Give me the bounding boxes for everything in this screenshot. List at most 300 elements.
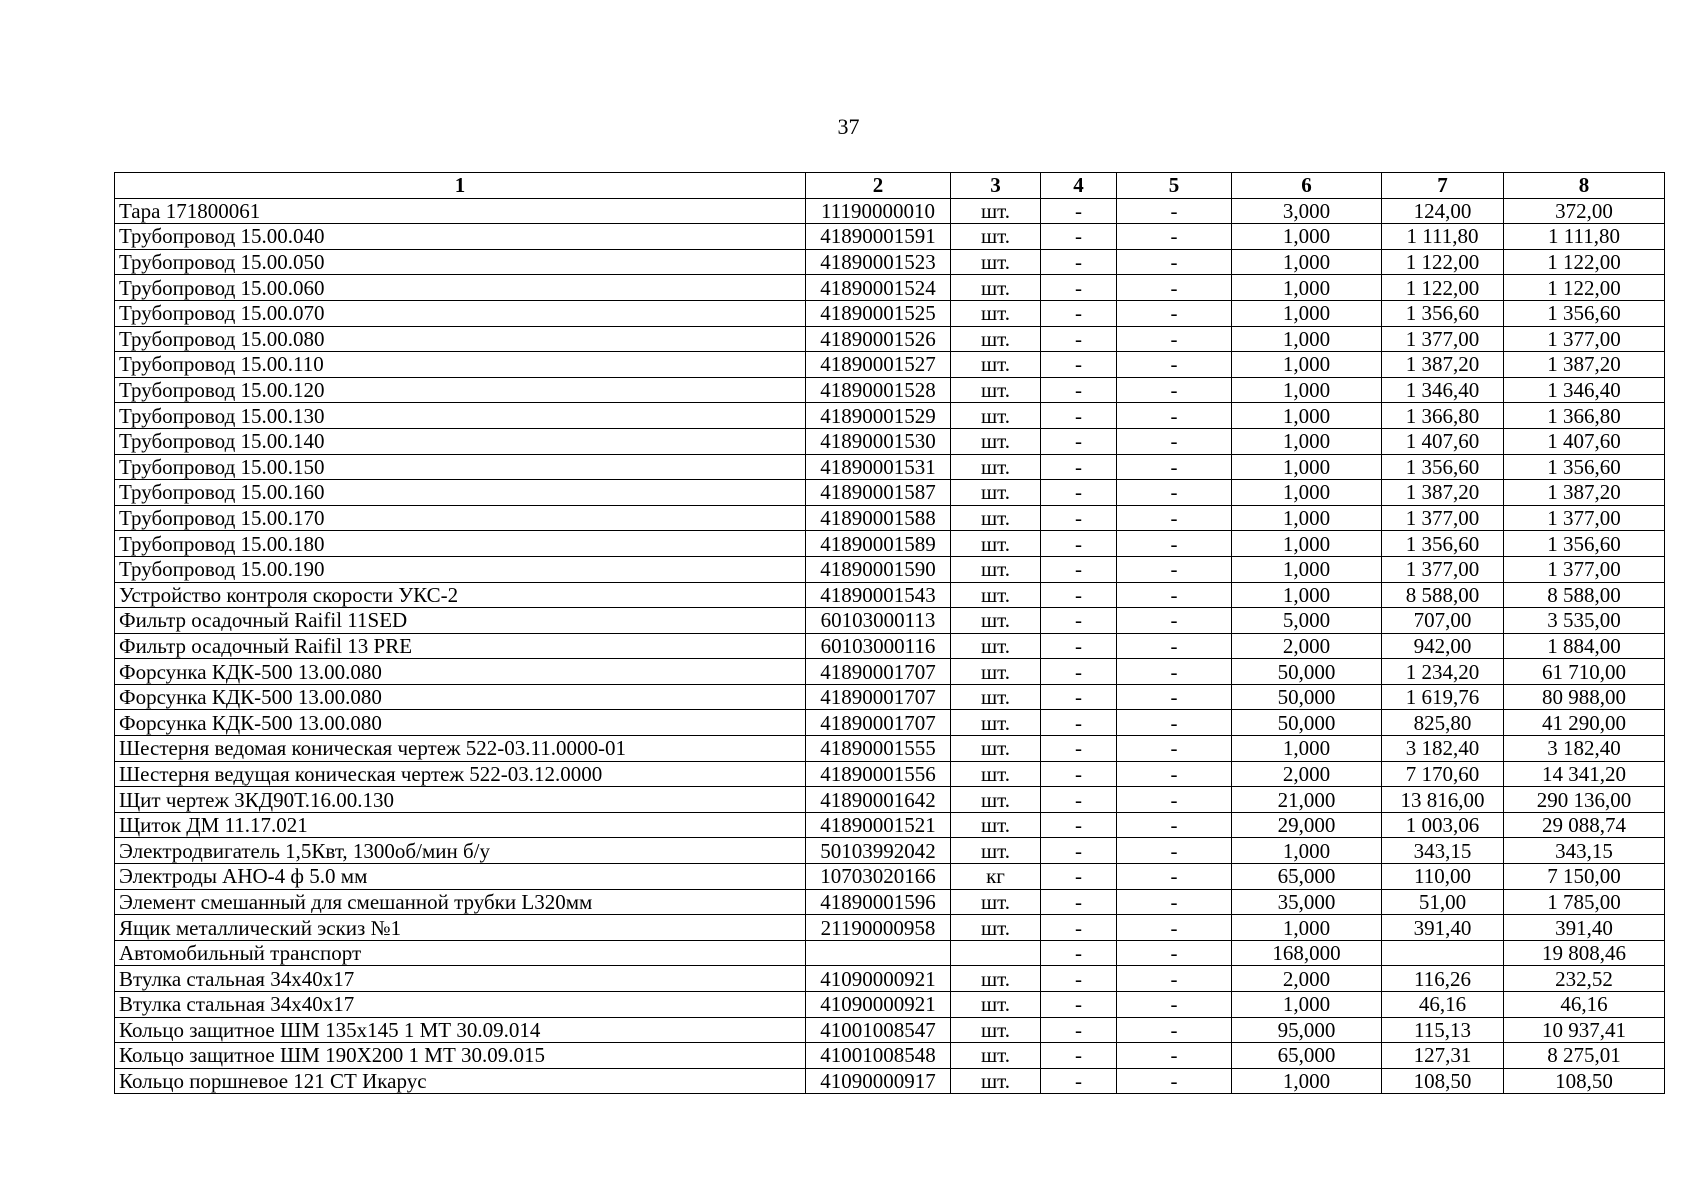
col5-cell: - <box>1117 582 1232 608</box>
price-cell: 51,00 <box>1382 889 1504 915</box>
col5-cell: - <box>1117 454 1232 480</box>
quantity-cell: 1,000 <box>1232 275 1382 301</box>
quantity-cell: 1,000 <box>1232 736 1382 762</box>
item-code-cell: 41890001525 <box>806 300 951 326</box>
table-row <box>115 352 1665 378</box>
table-row <box>115 224 1665 250</box>
price-cell: 1 387,20 <box>1382 352 1504 378</box>
col5-cell: - <box>1117 812 1232 838</box>
col5-cell: - <box>1117 940 1232 966</box>
col4-cell: - <box>1041 710 1117 736</box>
item-name-cell: Трубопровод 15.00.050 <box>115 249 806 275</box>
unit-cell: шт. <box>951 608 1041 634</box>
unit-cell: шт. <box>951 531 1041 557</box>
item-name-cell: Кольцо защитное ШМ 190Х200 1 МТ 30.09.015 <box>115 1043 806 1069</box>
table-row <box>115 1068 1665 1094</box>
table-row <box>115 966 1665 992</box>
quantity-cell: 1,000 <box>1232 556 1382 582</box>
item-name-cell: Ящик металлический эскиз №1 <box>115 915 806 941</box>
table-row <box>115 1017 1665 1043</box>
item-code-cell: 41890001556 <box>806 761 951 787</box>
unit-cell: шт. <box>951 480 1041 506</box>
amount-cell: 1 366,80 <box>1504 403 1665 429</box>
col4-cell: - <box>1041 224 1117 250</box>
price-cell: 1 619,76 <box>1382 684 1504 710</box>
quantity-cell: 2,000 <box>1232 633 1382 659</box>
col5-cell: - <box>1117 838 1232 864</box>
col4-cell: - <box>1041 1068 1117 1094</box>
unit-cell: шт. <box>951 1017 1041 1043</box>
unit-cell: шт. <box>951 812 1041 838</box>
item-code-cell: 41890001529 <box>806 403 951 429</box>
unit-cell: шт. <box>951 889 1041 915</box>
unit-cell: шт. <box>951 787 1041 813</box>
table-row <box>115 480 1665 506</box>
table-row <box>115 736 1665 762</box>
unit-cell: кг <box>951 864 1041 890</box>
col4-cell: - <box>1041 889 1117 915</box>
quantity-cell: 1,000 <box>1232 915 1382 941</box>
col5-cell: - <box>1117 608 1232 634</box>
col5-cell: - <box>1117 889 1232 915</box>
col5-cell: - <box>1117 377 1232 403</box>
column-header: 7 <box>1382 173 1504 199</box>
column-header: 3 <box>951 173 1041 199</box>
col4-cell: - <box>1041 249 1117 275</box>
item-name-cell: Фильтр осадочный Raifil 11SED <box>115 608 806 634</box>
col5-cell: - <box>1117 505 1232 531</box>
col4-cell: - <box>1041 864 1117 890</box>
col4-cell: - <box>1041 992 1117 1018</box>
amount-cell: 80 988,00 <box>1504 684 1665 710</box>
table-row <box>115 659 1665 685</box>
amount-cell: 14 341,20 <box>1504 761 1665 787</box>
item-name-cell: Трубопровод 15.00.170 <box>115 505 806 531</box>
amount-cell: 290 136,00 <box>1504 787 1665 813</box>
table-row <box>115 608 1665 634</box>
price-cell: 825,80 <box>1382 710 1504 736</box>
unit-cell: шт. <box>951 710 1041 736</box>
quantity-cell: 35,000 <box>1232 889 1382 915</box>
col5-cell: - <box>1117 864 1232 890</box>
item-code-cell: 41890001543 <box>806 582 951 608</box>
table-row <box>115 403 1665 429</box>
amount-cell: 1 122,00 <box>1504 275 1665 301</box>
price-cell: 1 122,00 <box>1382 275 1504 301</box>
item-code-cell: 10703020166 <box>806 864 951 890</box>
unit-cell: шт. <box>951 224 1041 250</box>
unit-cell: шт. <box>951 454 1041 480</box>
item-name-cell: Трубопровод 15.00.060 <box>115 275 806 301</box>
unit-cell: шт. <box>951 1068 1041 1094</box>
col4-cell: - <box>1041 787 1117 813</box>
unit-cell: шт. <box>951 633 1041 659</box>
price-cell: 1 377,00 <box>1382 505 1504 531</box>
col4-cell: - <box>1041 531 1117 557</box>
price-cell: 1 122,00 <box>1382 249 1504 275</box>
table-row <box>115 838 1665 864</box>
item-code-cell: 41890001531 <box>806 454 951 480</box>
col4-cell: - <box>1041 838 1117 864</box>
col4-cell: - <box>1041 736 1117 762</box>
column-header: 8 <box>1504 173 1665 199</box>
unit-cell: шт. <box>951 915 1041 941</box>
item-name-cell: Втулка стальная 34х40х17 <box>115 992 806 1018</box>
amount-cell: 1 122,00 <box>1504 249 1665 275</box>
quantity-cell: 5,000 <box>1232 608 1382 634</box>
item-code-cell: 41890001642 <box>806 787 951 813</box>
col5-cell: - <box>1117 736 1232 762</box>
table-row <box>115 633 1665 659</box>
item-name-cell: Форсунка КДК-500 13.00.080 <box>115 659 806 685</box>
price-cell: 110,00 <box>1382 864 1504 890</box>
item-name-cell: Фильтр осадочный Raifil 13 PRE <box>115 633 806 659</box>
item-name-cell: Втулка стальная 34х40х17 <box>115 966 806 992</box>
quantity-cell: 1,000 <box>1232 326 1382 352</box>
item-name-cell: Шестерня ведомая коническая чертеж 522-03.11.0000-01 <box>115 736 806 762</box>
price-cell: 108,50 <box>1382 1068 1504 1094</box>
item-name-cell: Трубопровод 15.00.190 <box>115 556 806 582</box>
table-row <box>115 428 1665 454</box>
amount-cell: 8 275,01 <box>1504 1043 1665 1069</box>
col4-cell: - <box>1041 684 1117 710</box>
unit-cell: шт. <box>951 505 1041 531</box>
col4-cell: - <box>1041 915 1117 941</box>
col5-cell: - <box>1117 480 1232 506</box>
col5-cell: - <box>1117 684 1232 710</box>
amount-cell: 1 346,40 <box>1504 377 1665 403</box>
item-name-cell: Трубопровод 15.00.140 <box>115 428 806 454</box>
unit-cell: шт. <box>951 1043 1041 1069</box>
col5-cell: - <box>1117 1017 1232 1043</box>
price-cell: 343,15 <box>1382 838 1504 864</box>
amount-cell: 343,15 <box>1504 838 1665 864</box>
table-row <box>115 505 1665 531</box>
unit-cell: шт. <box>951 761 1041 787</box>
amount-cell: 29 088,74 <box>1504 812 1665 838</box>
unit-cell: шт. <box>951 377 1041 403</box>
price-cell: 7 170,60 <box>1382 761 1504 787</box>
amount-cell: 3 535,00 <box>1504 608 1665 634</box>
item-name-cell: Электроды АНО-4 ф 5.0 мм <box>115 864 806 890</box>
col5-cell: - <box>1117 992 1232 1018</box>
col4-cell: - <box>1041 480 1117 506</box>
column-header: 4 <box>1041 173 1117 199</box>
item-name-cell: Щит чертеж ЗКД90Т.16.00.130 <box>115 787 806 813</box>
column-header: 2 <box>806 173 951 199</box>
col5-cell: - <box>1117 659 1232 685</box>
table-row <box>115 940 1665 966</box>
table-row <box>115 812 1665 838</box>
amount-cell: 372,00 <box>1504 198 1665 224</box>
price-cell: 1 356,60 <box>1382 454 1504 480</box>
table-row <box>115 300 1665 326</box>
item-code-cell: 41001008548 <box>806 1043 951 1069</box>
item-name-cell: Трубопровод 15.00.040 <box>115 224 806 250</box>
price-cell: 115,13 <box>1382 1017 1504 1043</box>
amount-cell: 1 407,60 <box>1504 428 1665 454</box>
col5-cell: - <box>1117 556 1232 582</box>
amount-cell: 19 808,46 <box>1504 940 1665 966</box>
price-cell: 1 377,00 <box>1382 556 1504 582</box>
item-name-cell: Устройство контроля скорости УКС-2 <box>115 582 806 608</box>
col4-cell: - <box>1041 428 1117 454</box>
item-code-cell: 41890001707 <box>806 684 951 710</box>
price-cell: 8 588,00 <box>1382 582 1504 608</box>
item-code-cell: 41090000917 <box>806 1068 951 1094</box>
col5-cell: - <box>1117 326 1232 352</box>
quantity-cell: 1,000 <box>1232 582 1382 608</box>
col4-cell: - <box>1041 659 1117 685</box>
item-code-cell: 41890001523 <box>806 249 951 275</box>
unit-cell: шт. <box>951 428 1041 454</box>
column-header: 5 <box>1117 173 1232 199</box>
quantity-cell: 1,000 <box>1232 531 1382 557</box>
table-row <box>115 556 1665 582</box>
quantity-cell: 1,000 <box>1232 300 1382 326</box>
table-header-row <box>115 173 1665 199</box>
unit-cell: шт. <box>951 198 1041 224</box>
amount-cell: 41 290,00 <box>1504 710 1665 736</box>
col4-cell: - <box>1041 505 1117 531</box>
unit-cell: шт. <box>951 556 1041 582</box>
item-code-cell: 60103000116 <box>806 633 951 659</box>
item-code-cell: 41890001588 <box>806 505 951 531</box>
price-cell: 707,00 <box>1382 608 1504 634</box>
amount-cell: 1 785,00 <box>1504 889 1665 915</box>
col5-cell: - <box>1117 300 1232 326</box>
item-code-cell: 41890001707 <box>806 710 951 736</box>
price-cell: 124,00 <box>1382 198 1504 224</box>
item-name-cell: Трубопровод 15.00.070 <box>115 300 806 326</box>
item-code-cell: 41890001589 <box>806 531 951 557</box>
price-cell: 13 816,00 <box>1382 787 1504 813</box>
amount-cell: 61 710,00 <box>1504 659 1665 685</box>
col4-cell: - <box>1041 377 1117 403</box>
table-row <box>115 710 1665 736</box>
col4-cell: - <box>1041 275 1117 301</box>
price-cell: 1 356,60 <box>1382 531 1504 557</box>
item-code-cell: 41890001528 <box>806 377 951 403</box>
col5-cell: - <box>1117 966 1232 992</box>
item-code-cell: 41890001526 <box>806 326 951 352</box>
col5-cell: - <box>1117 1043 1232 1069</box>
table-row <box>115 531 1665 557</box>
item-name-cell: Элемент смешанный для смешанной трубки L320мм <box>115 889 806 915</box>
table-row <box>115 249 1665 275</box>
col4-cell: - <box>1041 300 1117 326</box>
col5-cell: - <box>1117 915 1232 941</box>
item-name-cell: Форсунка КДК-500 13.00.080 <box>115 684 806 710</box>
amount-cell: 391,40 <box>1504 915 1665 941</box>
item-name-cell: Трубопровод 15.00.110 <box>115 352 806 378</box>
col4-cell: - <box>1041 966 1117 992</box>
amount-cell: 7 150,00 <box>1504 864 1665 890</box>
quantity-cell: 29,000 <box>1232 812 1382 838</box>
item-code-cell: 11190000010 <box>806 198 951 224</box>
amount-cell: 1 111,80 <box>1504 224 1665 250</box>
item-name-cell: Кольцо поршневое 121 СТ Икарус <box>115 1068 806 1094</box>
quantity-cell: 168,000 <box>1232 940 1382 966</box>
quantity-cell: 2,000 <box>1232 966 1382 992</box>
item-name-cell: Трубопровод 15.00.160 <box>115 480 806 506</box>
item-name-cell: Форсунка КДК-500 13.00.080 <box>115 710 806 736</box>
quantity-cell: 1,000 <box>1232 403 1382 429</box>
amount-cell: 232,52 <box>1504 966 1665 992</box>
unit-cell: шт. <box>951 352 1041 378</box>
col4-cell: - <box>1041 582 1117 608</box>
unit-cell <box>951 940 1041 966</box>
item-code-cell <box>806 940 951 966</box>
col4-cell: - <box>1041 761 1117 787</box>
col4-cell: - <box>1041 633 1117 659</box>
quantity-cell: 21,000 <box>1232 787 1382 813</box>
price-cell: 1 356,60 <box>1382 300 1504 326</box>
table-row <box>115 889 1665 915</box>
quantity-cell: 1,000 <box>1232 249 1382 275</box>
item-name-cell: Трубопровод 15.00.120 <box>115 377 806 403</box>
table-row <box>115 761 1665 787</box>
price-cell: 127,31 <box>1382 1043 1504 1069</box>
price-cell: 942,00 <box>1382 633 1504 659</box>
table-row <box>115 915 1665 941</box>
price-cell: 1 377,00 <box>1382 326 1504 352</box>
amount-cell: 10 937,41 <box>1504 1017 1665 1043</box>
price-cell: 116,26 <box>1382 966 1504 992</box>
quantity-cell: 1,000 <box>1232 838 1382 864</box>
item-code-cell: 41890001555 <box>806 736 951 762</box>
col5-cell: - <box>1117 633 1232 659</box>
item-code-cell: 41090000921 <box>806 966 951 992</box>
item-name-cell: Щиток ДМ 11.17.021 <box>115 812 806 838</box>
col5-cell: - <box>1117 403 1232 429</box>
item-code-cell: 21190000958 <box>806 915 951 941</box>
unit-cell: шт. <box>951 684 1041 710</box>
quantity-cell: 50,000 <box>1232 659 1382 685</box>
item-code-cell: 41890001521 <box>806 812 951 838</box>
col5-cell: - <box>1117 275 1232 301</box>
unit-cell: шт. <box>951 300 1041 326</box>
item-code-cell: 41090000921 <box>806 992 951 1018</box>
col4-cell: - <box>1041 556 1117 582</box>
quantity-cell: 95,000 <box>1232 1017 1382 1043</box>
table-row <box>115 454 1665 480</box>
table-row <box>115 992 1665 1018</box>
unit-cell: шт. <box>951 838 1041 864</box>
quantity-cell: 65,000 <box>1232 864 1382 890</box>
price-cell: 1 387,20 <box>1382 480 1504 506</box>
item-code-cell: 41890001707 <box>806 659 951 685</box>
quantity-cell: 1,000 <box>1232 454 1382 480</box>
item-name-cell: Тара 171800061 <box>115 198 806 224</box>
table-row <box>115 684 1665 710</box>
col5-cell: - <box>1117 787 1232 813</box>
price-cell: 391,40 <box>1382 915 1504 941</box>
col4-cell: - <box>1041 940 1117 966</box>
item-name-cell: Кольцо защитное ШМ 135х145 1 МТ 30.09.014 <box>115 1017 806 1043</box>
quantity-cell: 1,000 <box>1232 377 1382 403</box>
quantity-cell: 2,000 <box>1232 761 1382 787</box>
unit-cell: шт. <box>951 275 1041 301</box>
item-name-cell: Электродвигатель 1,5Квт, 1300об/мин б/у <box>115 838 806 864</box>
column-header: 6 <box>1232 173 1382 199</box>
amount-cell: 1 377,00 <box>1504 326 1665 352</box>
quantity-cell: 1,000 <box>1232 352 1382 378</box>
col4-cell: - <box>1041 608 1117 634</box>
item-name-cell: Трубопровод 15.00.080 <box>115 326 806 352</box>
unit-cell: шт. <box>951 992 1041 1018</box>
quantity-cell: 1,000 <box>1232 505 1382 531</box>
item-code-cell: 41890001530 <box>806 428 951 454</box>
price-cell: 1 234,20 <box>1382 659 1504 685</box>
col5-cell: - <box>1117 531 1232 557</box>
quantity-cell: 1,000 <box>1232 428 1382 454</box>
col4-cell: - <box>1041 454 1117 480</box>
table-body <box>115 198 1665 1094</box>
price-cell: 1 003,06 <box>1382 812 1504 838</box>
table-row <box>115 198 1665 224</box>
col5-cell: - <box>1117 352 1232 378</box>
price-cell: 3 182,40 <box>1382 736 1504 762</box>
unit-cell: шт. <box>951 736 1041 762</box>
col5-cell: - <box>1117 249 1232 275</box>
amount-cell: 1 377,00 <box>1504 556 1665 582</box>
item-code-cell: 41890001527 <box>806 352 951 378</box>
price-cell: 1 407,60 <box>1382 428 1504 454</box>
price-cell: 46,16 <box>1382 992 1504 1018</box>
unit-cell: шт. <box>951 582 1041 608</box>
amount-cell: 1 884,00 <box>1504 633 1665 659</box>
quantity-cell: 50,000 <box>1232 684 1382 710</box>
item-name-cell: Трубопровод 15.00.150 <box>115 454 806 480</box>
table-row <box>115 326 1665 352</box>
item-code-cell: 41890001587 <box>806 480 951 506</box>
col4-cell: - <box>1041 1017 1117 1043</box>
page-number: 37 <box>837 114 860 139</box>
table-row <box>115 377 1665 403</box>
item-code-cell: 41001008547 <box>806 1017 951 1043</box>
quantity-cell: 3,000 <box>1232 198 1382 224</box>
item-code-cell: 50103992042 <box>806 838 951 864</box>
col4-cell: - <box>1041 326 1117 352</box>
quantity-cell: 1,000 <box>1232 224 1382 250</box>
item-name-cell: Трубопровод 15.00.130 <box>115 403 806 429</box>
amount-cell: 1 377,00 <box>1504 505 1665 531</box>
col5-cell: - <box>1117 710 1232 736</box>
item-code-cell: 41890001590 <box>806 556 951 582</box>
col4-cell: - <box>1041 403 1117 429</box>
item-name-cell: Трубопровод 15.00.180 <box>115 531 806 557</box>
table-row <box>115 275 1665 301</box>
quantity-cell: 1,000 <box>1232 1068 1382 1094</box>
item-code-cell: 41890001596 <box>806 889 951 915</box>
column-header: 1 <box>115 173 806 199</box>
amount-cell: 1 387,20 <box>1504 480 1665 506</box>
col4-cell: - <box>1041 812 1117 838</box>
item-name-cell: Шестерня ведущая коническая чертеж 522-03.12.0000 <box>115 761 806 787</box>
col5-cell: - <box>1117 198 1232 224</box>
price-cell: 1 111,80 <box>1382 224 1504 250</box>
quantity-cell: 1,000 <box>1232 480 1382 506</box>
amount-cell: 1 387,20 <box>1504 352 1665 378</box>
unit-cell: шт. <box>951 249 1041 275</box>
amount-cell: 108,50 <box>1504 1068 1665 1094</box>
item-code-cell: 60103000113 <box>806 608 951 634</box>
quantity-cell: 1,000 <box>1232 992 1382 1018</box>
amount-cell: 1 356,60 <box>1504 454 1665 480</box>
amount-cell: 1 356,60 <box>1504 531 1665 557</box>
col5-cell: - <box>1117 224 1232 250</box>
